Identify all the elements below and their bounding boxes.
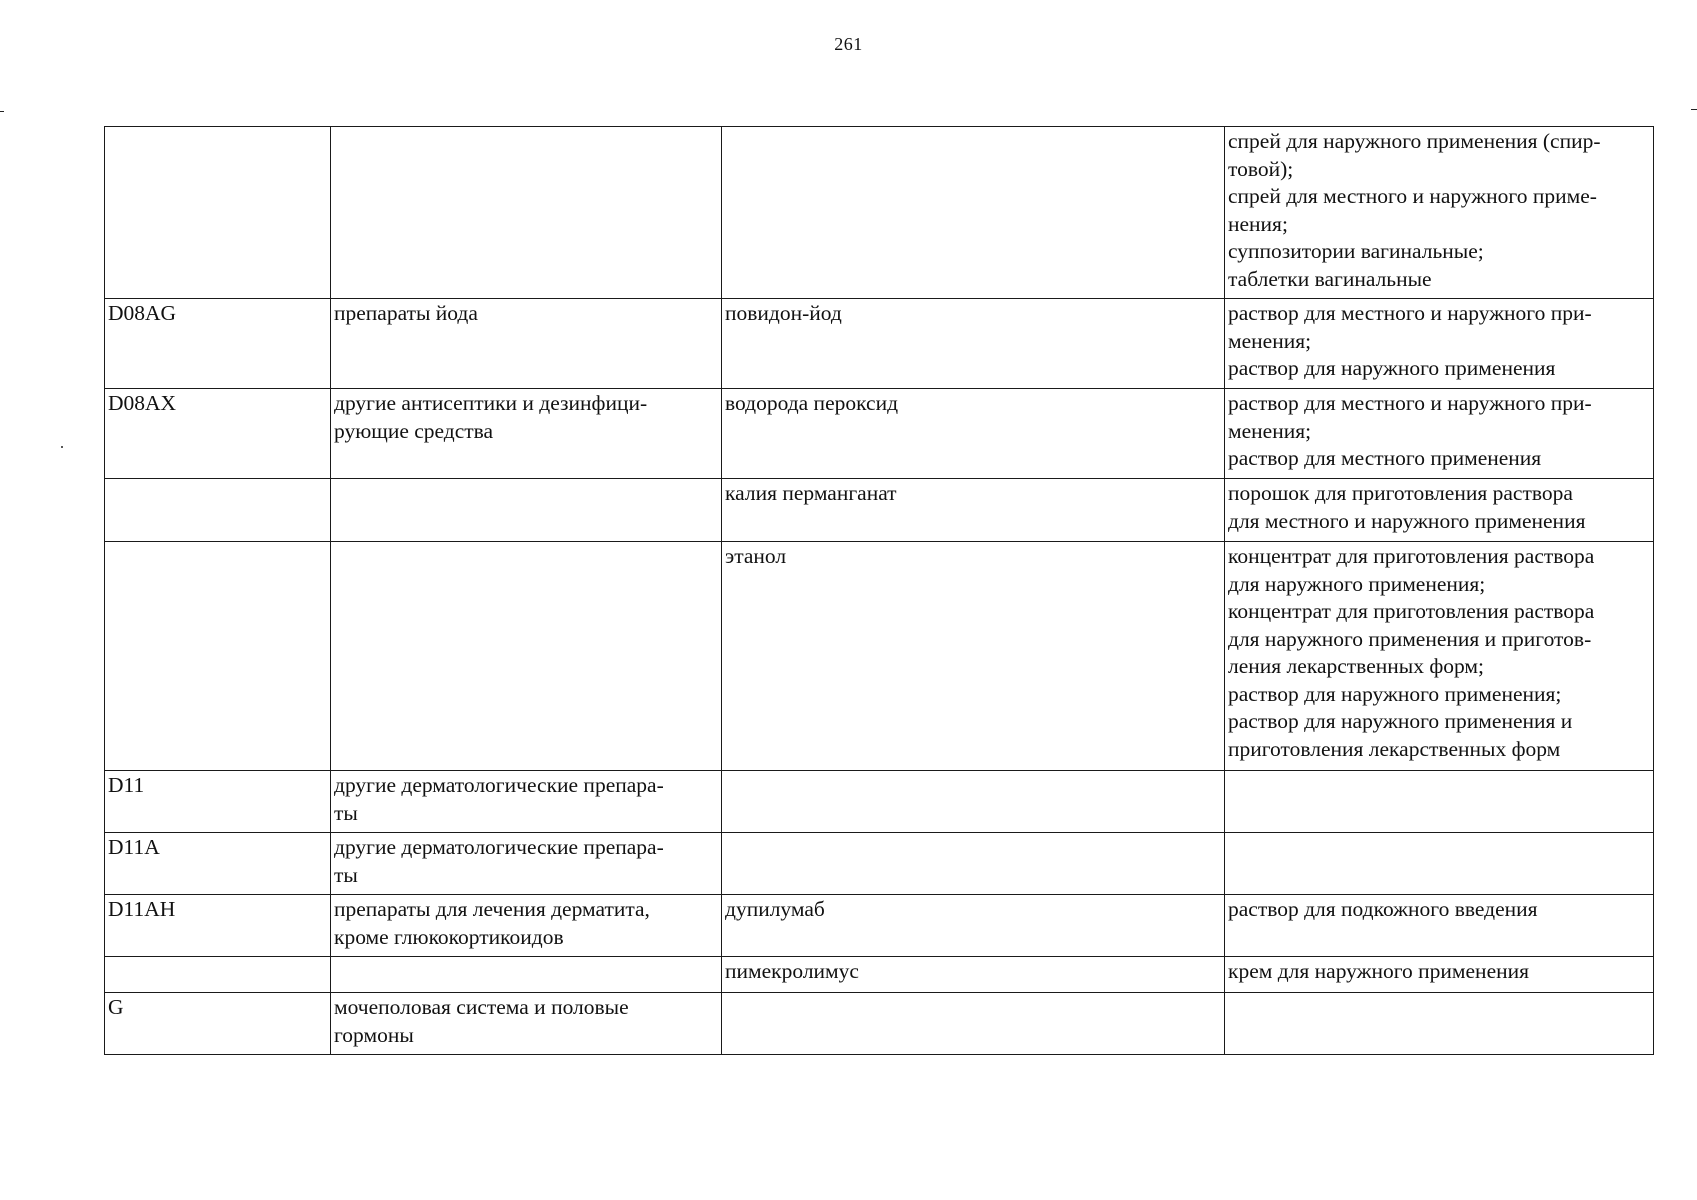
group-cell: другие дерматологические препара- ты bbox=[331, 771, 722, 833]
atc-code-cell: D11A bbox=[105, 833, 331, 895]
table-row bbox=[105, 389, 1654, 479]
group-cell: препараты йода bbox=[331, 299, 722, 389]
atc-code-cell bbox=[105, 957, 331, 993]
table-row bbox=[105, 127, 1654, 299]
atc-code-cell bbox=[105, 479, 331, 542]
dosage-form-cell: спрей для наружного применения (спир- товой); спрей для местного и наружного приме- нения; суппозитории вагинальные; таблетки вагинальные bbox=[1225, 127, 1654, 299]
atc-code-cell: D11AH bbox=[105, 895, 331, 957]
table-row bbox=[105, 771, 1654, 833]
dosage-form-cell: крем для наружного применения bbox=[1225, 957, 1654, 993]
table-row bbox=[105, 299, 1654, 389]
drug-name-cell bbox=[722, 771, 1225, 833]
group-cell: мочеполовая система и половые гормоны bbox=[331, 993, 722, 1055]
group-cell: другие антисептики и дезинфици- рующие средства bbox=[331, 389, 722, 479]
atc-code-cell bbox=[105, 127, 331, 299]
scan-mark bbox=[0, 111, 4, 112]
group-cell bbox=[331, 542, 722, 771]
drug-name-cell: калия перманганат bbox=[722, 479, 1225, 542]
drug-name-cell bbox=[722, 127, 1225, 299]
table-row bbox=[105, 542, 1654, 771]
dosage-form-cell bbox=[1225, 993, 1654, 1055]
group-cell bbox=[331, 127, 722, 299]
scan-dot bbox=[61, 446, 63, 448]
dosage-form-cell bbox=[1225, 833, 1654, 895]
dosage-form-cell: концентрат для приготовления раствора для наружного применения; концентрат для приготовления раствора для наружного применения и приготов- ления лекарственных форм; раствор для наружного применения; раствор для наружного применения и приготовления лекарственных форм bbox=[1225, 542, 1654, 771]
dosage-form-cell: порошок для приготовления раствора для местного и наружного применения bbox=[1225, 479, 1654, 542]
atc-code-cell: D08AX bbox=[105, 389, 331, 479]
drug-name-cell: водорода пероксид bbox=[722, 389, 1225, 479]
drug-name-cell: дупилумаб bbox=[722, 895, 1225, 957]
drug-name-cell: этанол bbox=[722, 542, 1225, 771]
table-row bbox=[105, 957, 1654, 993]
scan-mark bbox=[1691, 109, 1697, 110]
dosage-form-cell: раствор для местного и наружного при- менения; раствор для местного применения bbox=[1225, 389, 1654, 479]
page-number: 261 bbox=[834, 34, 863, 54]
table-row bbox=[105, 479, 1654, 542]
atc-code-cell: G bbox=[105, 993, 331, 1055]
dosage-form-cell bbox=[1225, 771, 1654, 833]
drug-table bbox=[104, 126, 1654, 1055]
drug-name-cell bbox=[722, 833, 1225, 895]
atc-code-cell: D08AG bbox=[105, 299, 331, 389]
atc-code-cell bbox=[105, 542, 331, 771]
drug-name-cell: повидон-йод bbox=[722, 299, 1225, 389]
group-cell: другие дерматологические препара- ты bbox=[331, 833, 722, 895]
table-row bbox=[105, 993, 1654, 1055]
dosage-form-cell: раствор для подкожного введения bbox=[1225, 895, 1654, 957]
group-cell bbox=[331, 957, 722, 993]
group-cell bbox=[331, 479, 722, 542]
dosage-form-cell: раствор для местного и наружного при- менения; раствор для наружного применения bbox=[1225, 299, 1654, 389]
atc-code-cell: D11 bbox=[105, 771, 331, 833]
drug-name-cell bbox=[722, 993, 1225, 1055]
table-row bbox=[105, 833, 1654, 895]
drug-name-cell: пимекролимус bbox=[722, 957, 1225, 993]
group-cell: препараты для лечения дерматита, кроме глюкокортикоидов bbox=[331, 895, 722, 957]
table-row bbox=[105, 895, 1654, 957]
